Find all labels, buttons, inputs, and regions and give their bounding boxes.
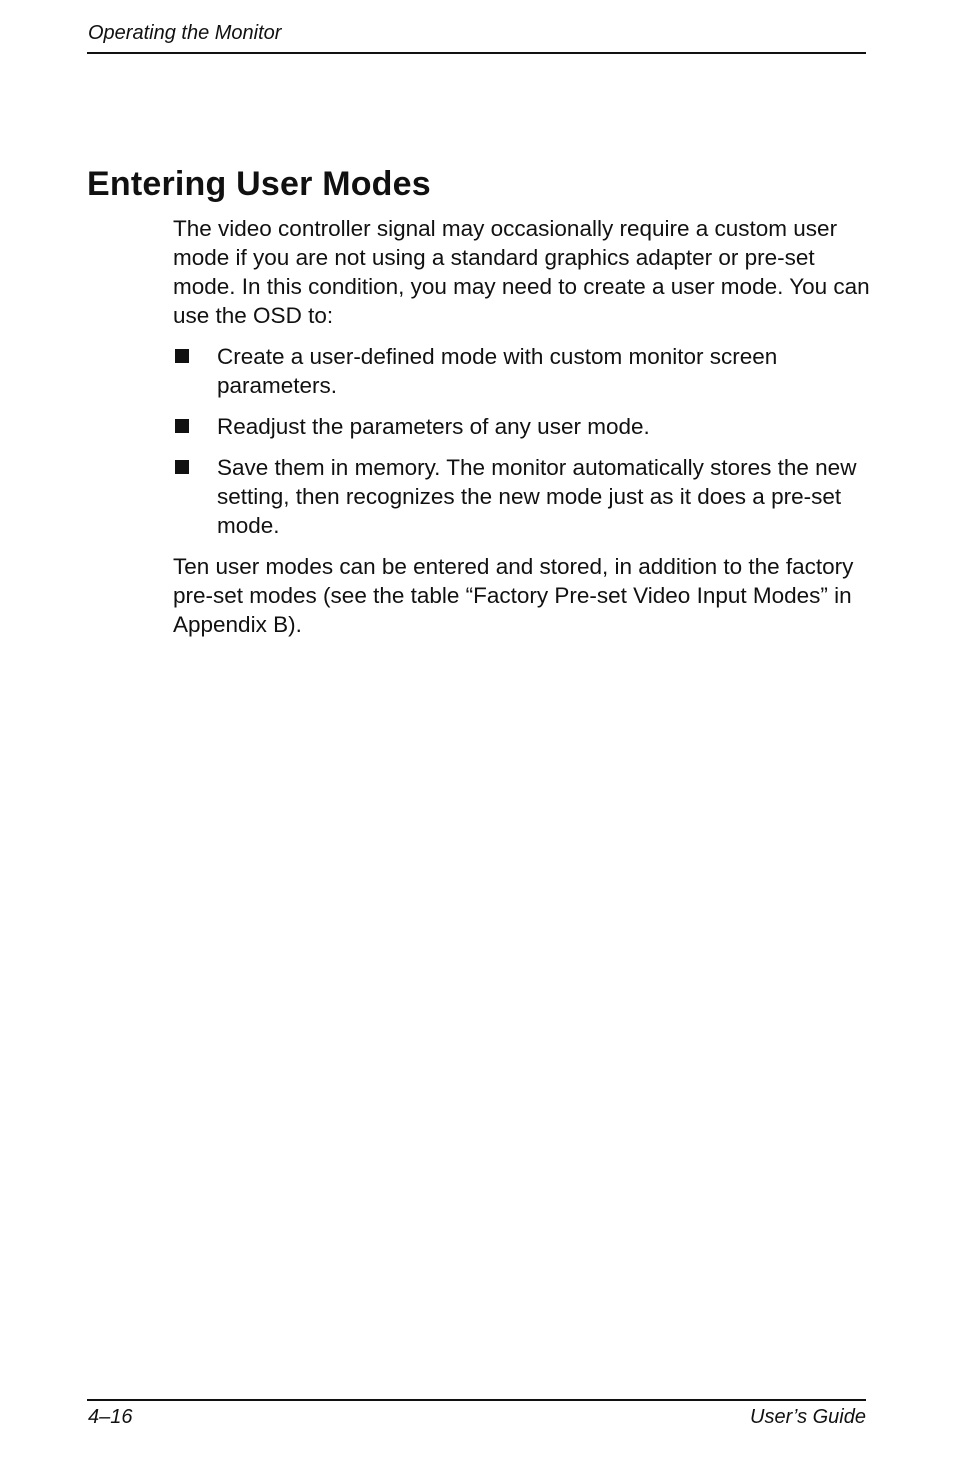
chapter-title: Operating the Monitor [88, 22, 282, 44]
list-item-text: Create a user-defined mode with custom monitor screen parameters. [217, 344, 778, 398]
bullet-list [173, 342, 873, 540]
square-bullet-icon [175, 460, 189, 474]
list-item [173, 342, 873, 400]
list-item [173, 412, 873, 441]
running-header [87, 20, 866, 54]
section-body [173, 214, 873, 639]
intro-paragraph: The video controller signal may occasionally require a custom user mode if you are not using a standard graphics adapter or pre-set mode. In this condition, you may need to create a user mode. You can use the OSD to: [173, 216, 870, 328]
list-item-text: Readjust the parameters of any user mode. [217, 414, 650, 439]
running-footer [87, 1399, 866, 1435]
page-number: 4–16 [88, 1406, 133, 1428]
closing-paragraph: Ten user modes can be entered and stored, in addition to the factory pre-set modes (see the table “Factory Pre-set Video Input Modes” in Appendix B). [173, 554, 854, 637]
square-bullet-icon [175, 349, 189, 363]
list-item [173, 453, 873, 540]
list-item-text: Save them in memory. The monitor automatically stores the new setting, then recognizes the new mode just as it does a pre-set mode. [217, 455, 857, 538]
section-title: Entering User Modes [87, 165, 431, 203]
square-bullet-icon [175, 419, 189, 433]
guide-title: User’s Guide [750, 1406, 866, 1428]
